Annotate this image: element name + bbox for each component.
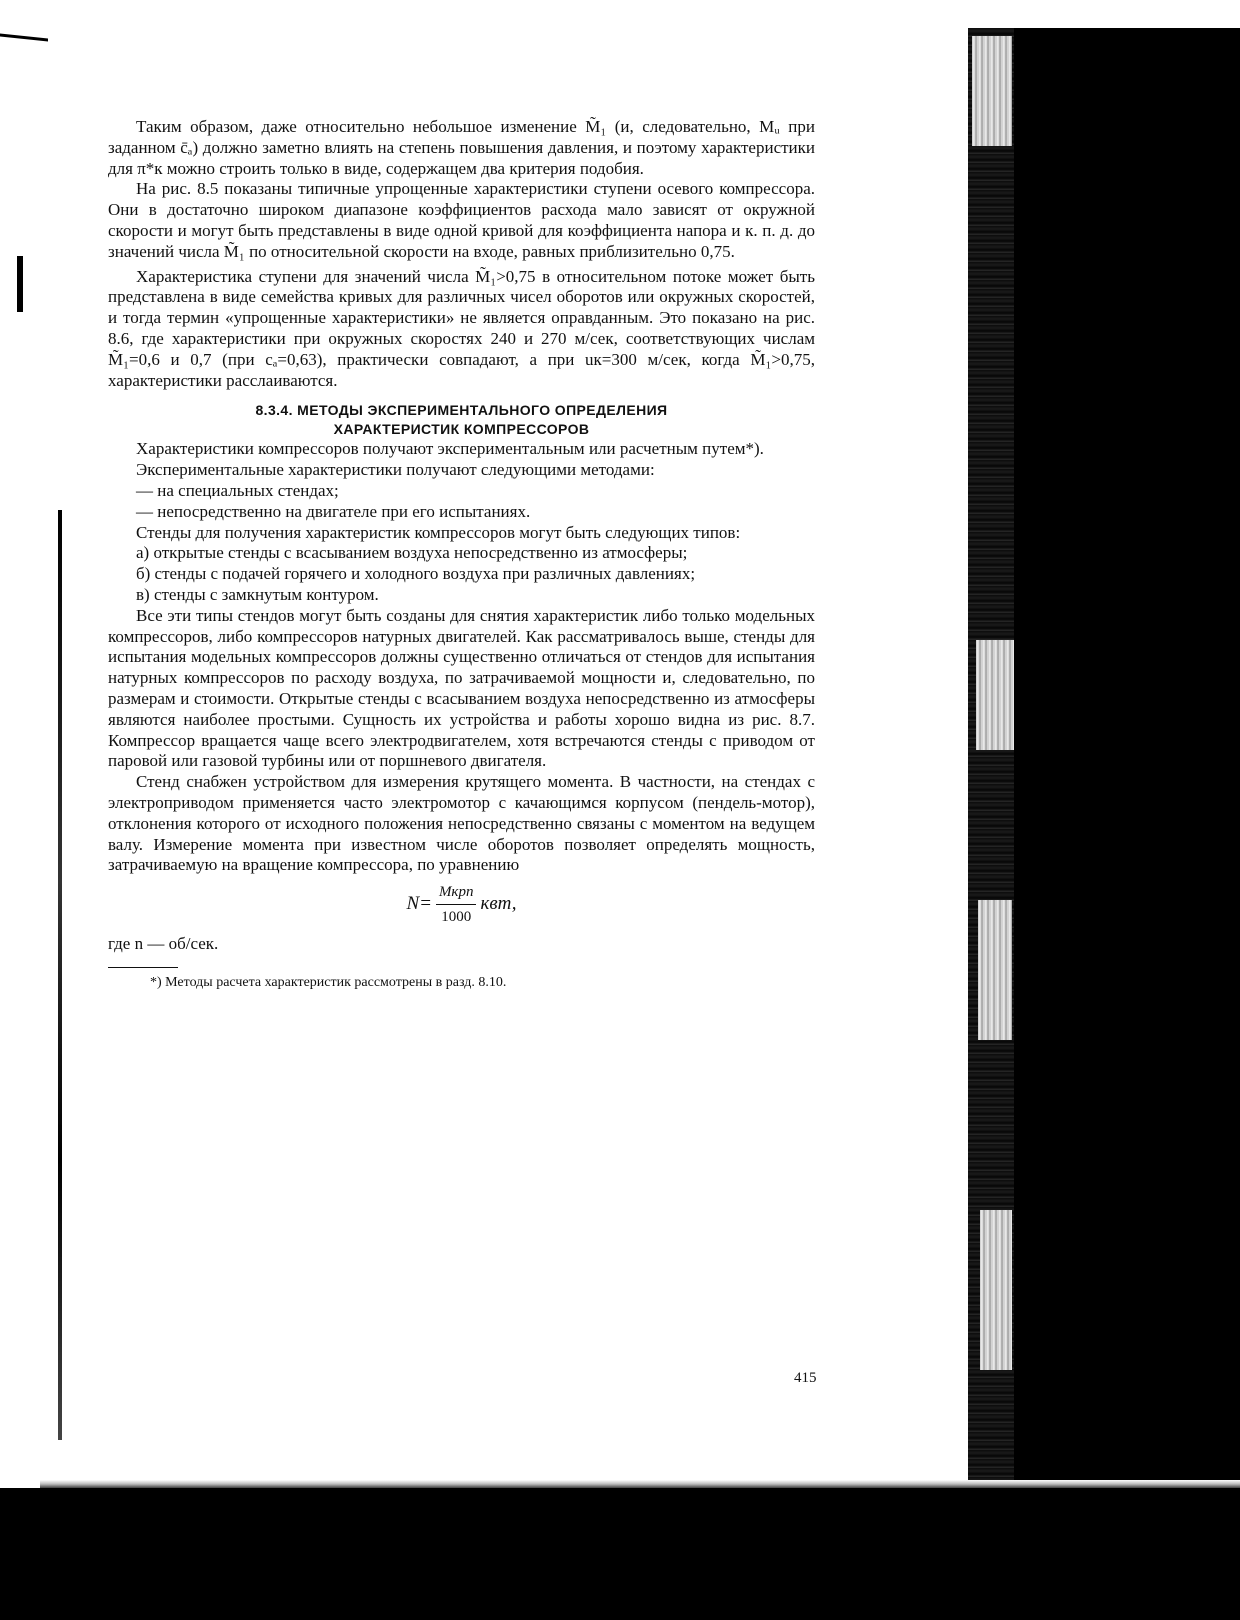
footnote: *) Методы расчета характеристик рассмотрены в разд. 8.10. <box>150 974 507 990</box>
formula-numerator: Mкрn <box>436 882 477 905</box>
section-heading-line: 8.3.4. МЕТОДЫ ЭКСПЕРИМЕНТАЛЬНОГО ОПРЕДЕЛЕНИЯ <box>255 402 668 419</box>
paragraph: Характеристики компрессоров получают экспериментальным или расчетным путем*). <box>136 439 764 459</box>
scan-artifact-left-tick <box>17 256 23 312</box>
section-heading <box>108 401 815 439</box>
paragraph: Таким образом, даже относительно небольшое изменение M̃₁ (и, следовательно, Mᵤ при заданном c̄ₐ) должно заметно влиять на степень повышения давления, и поэтому характеристики для π*к можно строить только в виде, содержащем два критерия подобия. <box>108 117 815 178</box>
paragraph: Стенд снабжен устройством для измерения крутящего момента. В частности, на стендах с электроприводом применяется часто электромотор с качающимся корпусом (пендель-мотор), отклонения которого от исходного положения непосредственно связаны с моментом на ведущем валу. Измерение момента при известном числе оборотов позволяет определять мощность, затрачиваемую на вращение компрессора, по уравнению <box>108 772 815 875</box>
formula-unit: квт, <box>480 893 517 915</box>
scan-artifact-light-patch <box>978 900 1012 1040</box>
scan-artifact-light-patch <box>980 1210 1012 1370</box>
list-item: в) стенды с замкнутым контуром. <box>136 584 379 604</box>
paragraph: На рис. 8.5 показаны типичные упрощенные характеристики ступени осевого компрессора. Они в достаточно широком диапазоне коэффициентов расхода мало зависят от окружной скорости и могут быть представлены в виде одной кривой для коэффициента напора и к. п. д. до значений числа M̃₁ по относительной скорости на входе, равных приблизительно 0,75. <box>108 179 815 261</box>
page-number: 415 <box>794 1370 817 1386</box>
scan-artifact-bottom-shadow <box>0 1488 1240 1620</box>
paragraph: Характеристика ступени для значений числа M̃₁>0,75 в относительном потоке может быть представлена в виде семейства кривых для различных чисел оборотов или окружных скоростей, и тогда термин «упрощенные характеристики» не является оправданным. Это показано на рис. 8.6, где характеристики при окружных скоростях 240 и 270 м/сек, соответствующих числам M̃₁=0,6 и 0,7 (при cₐ=0,63), практически совпадают, а при uк=300 м/сек, когда M̃₁>0,75, характеристики расслаиваются. <box>108 266 815 390</box>
scan-artifact-top-mark <box>0 33 48 41</box>
scan-artifact-left-edge <box>58 510 62 1440</box>
section-heading-line: ХАРАКТЕРИСТИК КОМПРЕССОРОВ <box>333 421 590 438</box>
formula-denominator: 1000 <box>441 908 472 925</box>
paragraph: Стенды для получения характеристик компрессоров могут быть следующих типов: <box>136 522 741 542</box>
list-item: — непосредственно на двигателе при его испытаниях. <box>136 501 531 521</box>
paragraph: Все эти типы стендов могут быть созданы для снятия характеристик либо только модельных компрессоров, либо компрессоров натурных двигателей. Как рассматривалось выше, стенды для испытания модельных компрессоров должны существенно отличаться от стендов для испытания натурных компрессоров по расходу воздуха, по затрачиваемой мощности и, следовательно, по размерам и стоимости. Открытые стенды с всасыванием воздуха непосредственно из атмосферы являются наиболее простыми. Сущность их устройства и работы хорошо видна из рис. 8.7. Компрессор вращается чаще всего электродвигателем, хотя встречаются стенды с приводом от паровой или газовой турбины или от поршневого двигателя. <box>108 605 815 771</box>
scan-artifact-light-patch <box>972 36 1012 146</box>
formula <box>108 882 815 934</box>
paragraph: Экспериментальные характеристики получают следующими методами: <box>136 460 655 480</box>
formula-explanation: где n — об/сек. <box>108 934 219 954</box>
text-block <box>108 117 815 992</box>
list-item: а) открытые стенды с всасыванием воздуха непосредственно из атмосферы; <box>136 543 688 563</box>
footnote-divider <box>108 967 178 968</box>
list-item: — на специальных стендах; <box>136 480 339 500</box>
list-item: б) стенды с подачей горячего и холодного воздуха при различных давлениях; <box>136 564 696 584</box>
formula-lhs: N= <box>406 893 432 915</box>
scan-artifact-light-patch <box>976 640 1014 750</box>
